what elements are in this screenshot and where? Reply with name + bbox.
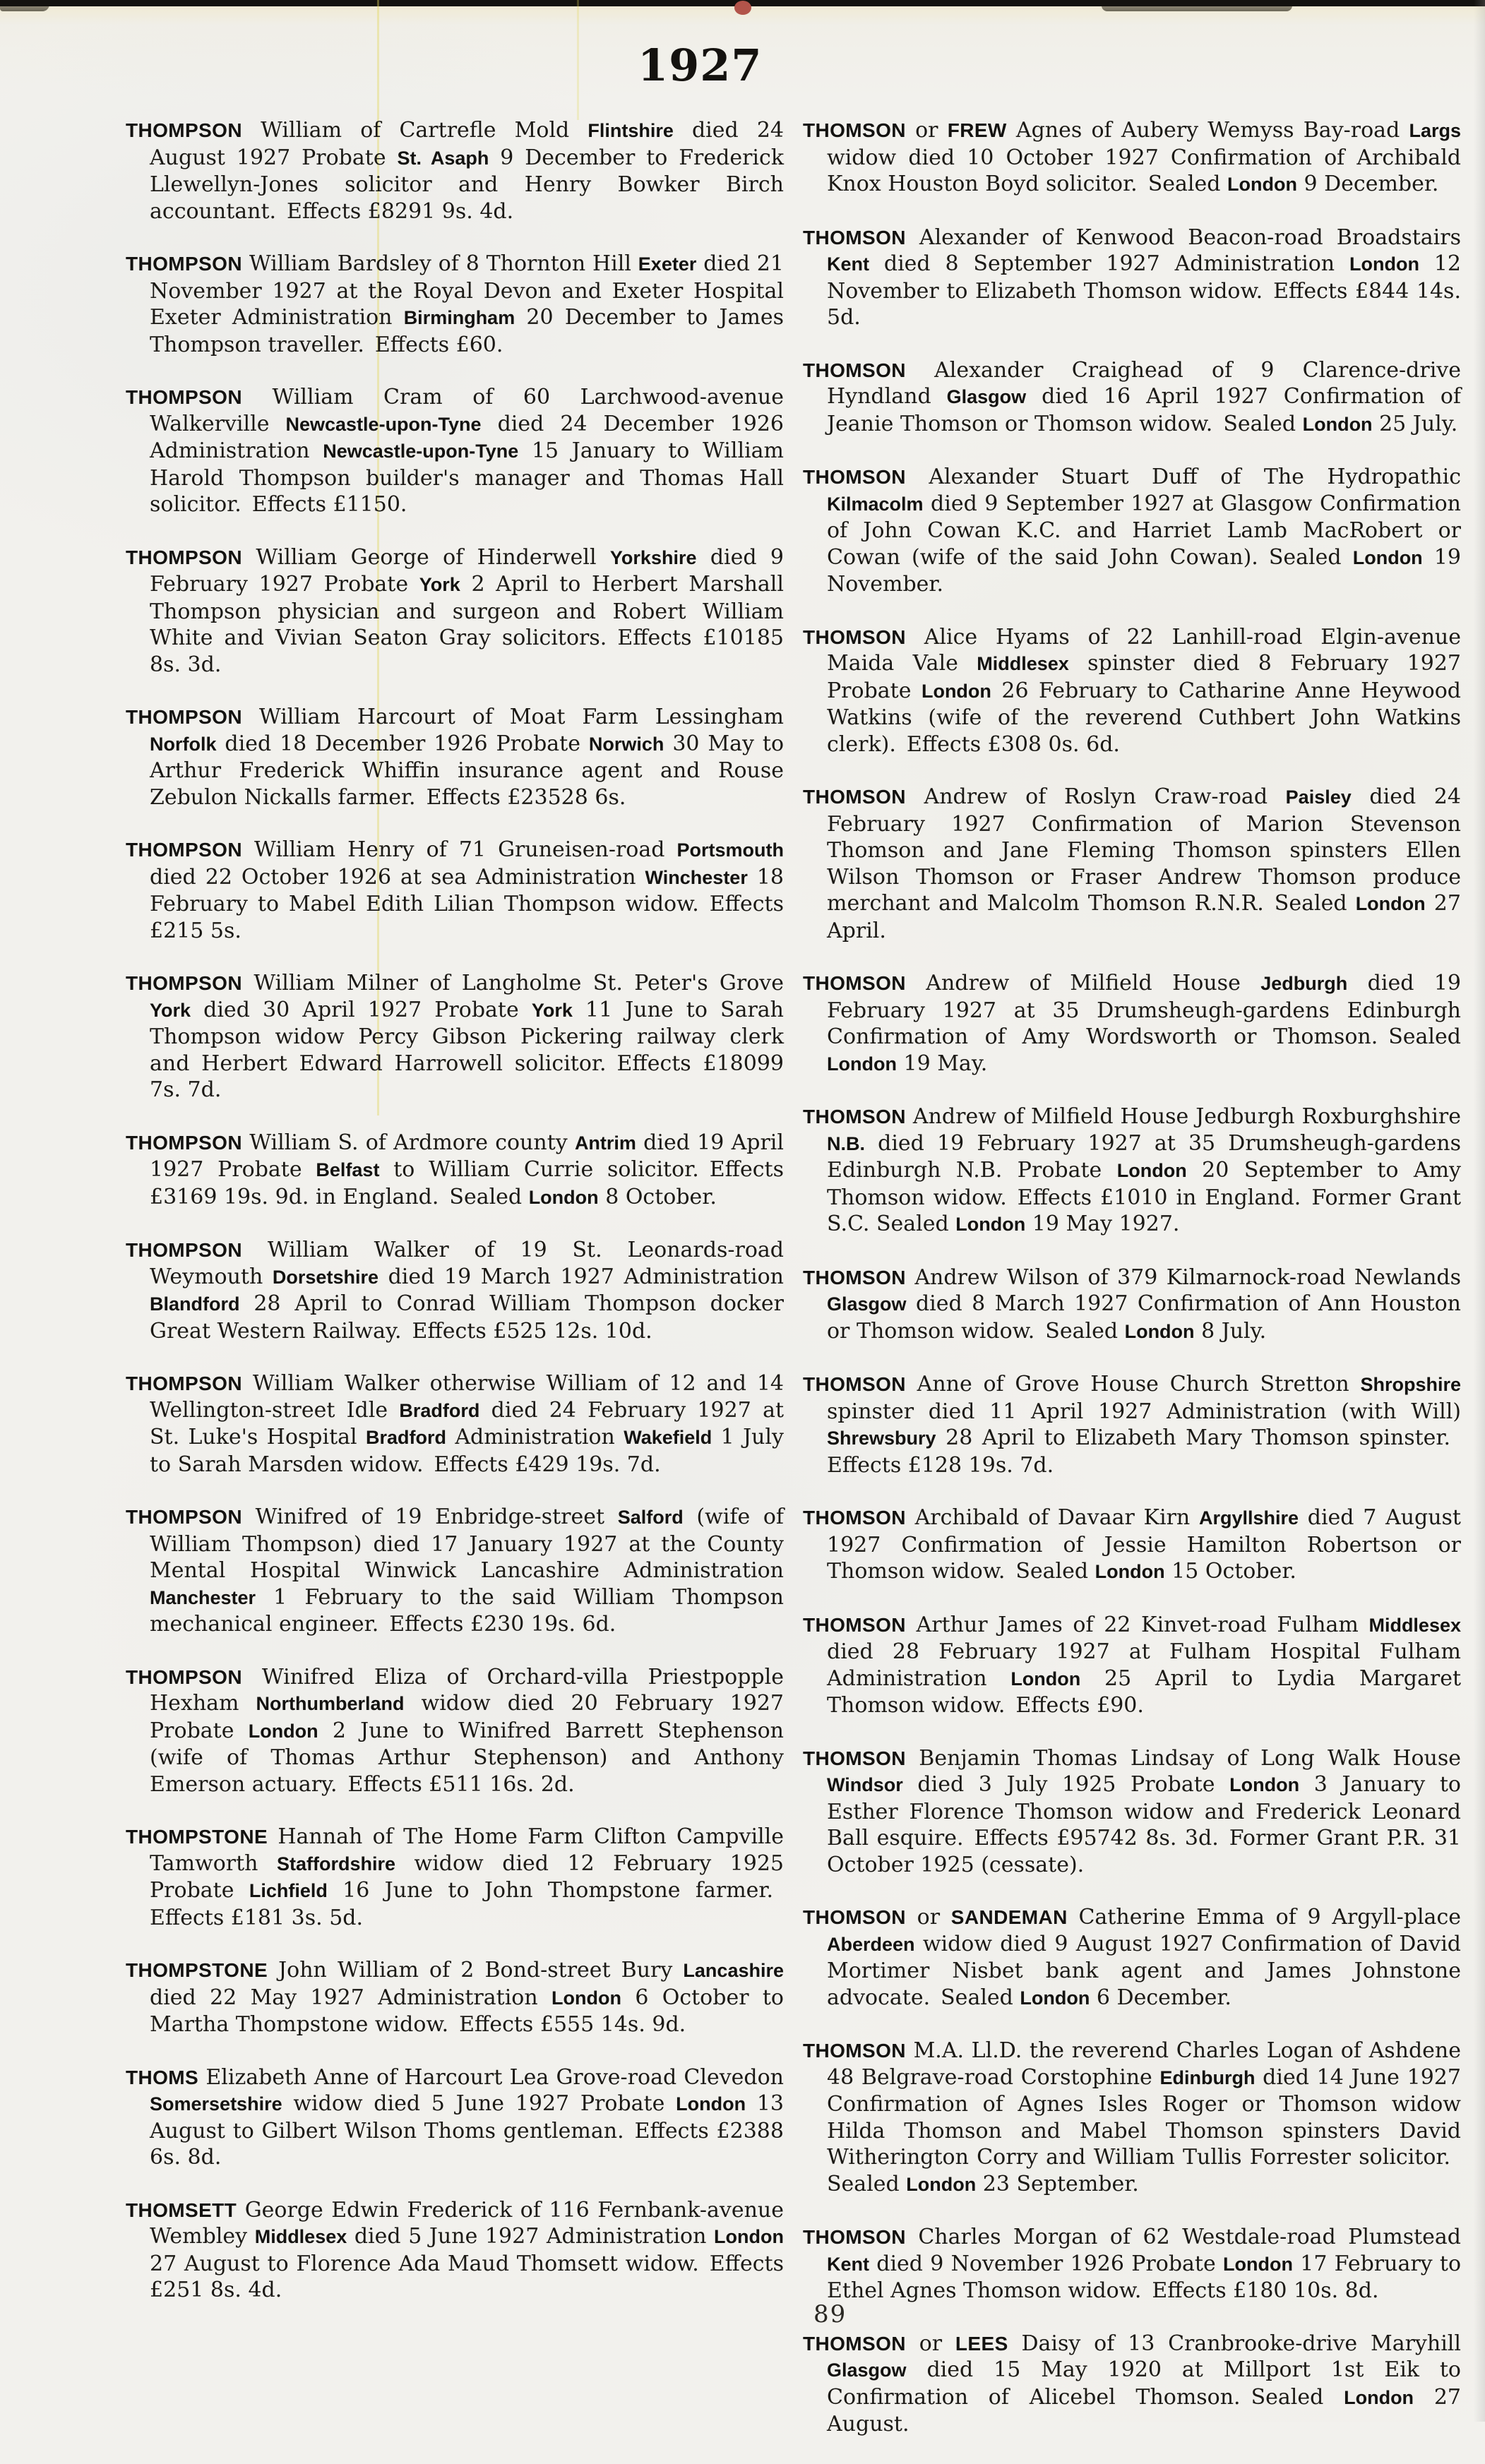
entry-text: Alexander Craighead of 9 Clarence-drive Hyndland: [827, 357, 1461, 409]
entry-surname: THOMSON: [803, 359, 906, 381]
entry-text: 18 February to Mabel Edith Lilian Thompson widow. Effects £215 5s.: [150, 864, 784, 943]
red-ink-dot: [734, 1, 751, 15]
entry-bold-place: Winchester: [645, 866, 748, 888]
scan-right-edge-shadow: [1474, 0, 1485, 2422]
entry-text: William Walker otherwise William of 12 and 14 Wellington-street Idle: [150, 1371, 784, 1423]
entry-surname: THOMSON: [803, 626, 906, 648]
entry-bold-place: London: [248, 1720, 318, 1742]
probate-entry: [126, 1130, 784, 1212]
entry-bold-place: Lancashire: [683, 1960, 784, 1981]
entry-bold-place: Manchester: [150, 1586, 256, 1608]
entry-surname: THOMSON: [803, 119, 906, 141]
entry-text: or: [905, 2331, 955, 2356]
entry-bold-place: York: [531, 999, 573, 1021]
entry-surname: THOMSON: [803, 2040, 906, 2062]
entry-text: 19 May 1927.: [1025, 1212, 1180, 1236]
probate-entry: [803, 1264, 1461, 1346]
entry-text: 27 April.: [827, 891, 1461, 943]
entry-surname: THOMPSON: [126, 1506, 242, 1528]
entry-text: 8 October.: [598, 1184, 717, 1209]
entry-bold-place: Bradford: [399, 1399, 480, 1421]
probate-entry: [126, 1824, 784, 1931]
entry-text: Andrew of Roslyn Craw-road: [905, 784, 1286, 809]
entry-text: John William of 2 Bond-street Bury: [268, 1958, 684, 1982]
entry-text: 27 August.: [827, 2384, 1461, 2436]
entry-text: Andrew Wilson of 379 Kilmarnock-road Newlands: [905, 1264, 1461, 1290]
entry-surname: THOMPSON: [126, 839, 242, 861]
entry-text: died 24 February 1927 Confirmation of Marion Stevenson Thomson and Jane Fleming Thomson spinsters Ellen Wilson Thomson or Fraser Andrew Thomson produce merchant and Malcolm Thomson R.N.R. Sealed: [827, 784, 1461, 916]
entry-text: died 3 July 1925 Probate: [902, 1772, 1230, 1797]
entry-surname: FREW: [947, 119, 1007, 141]
entry-text: died 5 June 1927 Administration: [347, 2224, 715, 2249]
entry-text: died 28 February 1927 at Fulham Hospital Fulham Administration: [827, 1639, 1461, 1691]
entry-surname: THOMPSTONE: [126, 1959, 268, 1981]
entry-bold-place: Shropshire: [1360, 1374, 1461, 1395]
entry-text: 27 August to Florence Ada Maud Thomsett widow. Effects £251 8s. 4d.: [150, 2251, 784, 2302]
entry-text: Hannah of The Home Farm Clifton Campville Tamworth: [150, 1824, 784, 1876]
entry-bold-place: London: [714, 2226, 784, 2247]
entry-text: died 15 May 1920 at Millport 1st Eik to Confirmation of Alicebel Thomson. Sealed: [827, 2357, 1461, 2410]
entry-bold-place: London: [676, 2093, 746, 2115]
probate-entry: [803, 1104, 1461, 1238]
probate-entry: [803, 464, 1461, 598]
entry-text: Andrew of Milfield House Jedburgh Roxburghshire: [905, 1104, 1461, 1129]
entry-bold-place: Exeter: [638, 253, 697, 275]
entry-text: 16 June to John Thompstone farmer. Effects £181 3s. 5d.: [150, 1878, 785, 1930]
entry-bold-place: Somersetshire: [150, 2093, 282, 2115]
entry-surname: THOMPSON: [126, 972, 242, 994]
entry-text: Winifred of 19 Enbridge-street: [241, 1505, 618, 1529]
entry-text: William Walker of 19 St. Leonards-road Weymouth: [150, 1238, 784, 1289]
entry-text: died 19 March 1927 Administration: [378, 1264, 784, 1289]
entry-surname: THOMSON: [803, 1266, 906, 1288]
entry-surname: THOMSON: [803, 786, 906, 808]
entry-bold-place: Flintshire: [588, 120, 674, 141]
entry-bold-place: London: [1302, 413, 1373, 435]
entry-bold-place: Norfolk: [150, 733, 217, 755]
entry-bold-place: Staffordshire: [276, 1853, 396, 1874]
entry-text: 30 May to Arthur Frederick Whiffin insurance agent and Rouse Zebulon Nickalls farmer. Effects £23528 6s.: [150, 731, 785, 810]
entry-bold-place: Yorkshire: [609, 546, 697, 568]
entry-text: Catherine Emma of 9 Argyll-place: [1067, 1905, 1461, 1930]
entry-text: 28 April to Elizabeth Mary Thomson spinster. Effects £128 19s. 7d.: [827, 1425, 1461, 1478]
entry-bold-place: York: [150, 999, 191, 1021]
entry-text: died 22 October 1926 at sea Administration: [150, 864, 645, 890]
entry-text: William S. of Ardmore county: [241, 1130, 575, 1155]
probate-entry: [126, 2197, 784, 2304]
probate-entry: [803, 2224, 1461, 2304]
entry-text: or: [905, 1905, 951, 1930]
entry-text: 19 November.: [827, 544, 1462, 597]
entry-text: died 9 February 1927 Probate: [150, 544, 784, 597]
entry-text: died 24 December 1926 Administration: [150, 411, 785, 463]
entry-text: Elizabeth Anne of Harcourt Lea Grove-road Clevedon: [198, 2064, 784, 2090]
entry-text: widow died 12 February 1925 Probate: [150, 1850, 784, 1903]
entry-text: 13 August to Gilbert Wilson Thoms gentleman. Effects £2388 6s. 8d.: [150, 2091, 784, 2170]
entry-text: 2 June to Winifred Barrett Stephenson (wife of Thomas Arthur Stephenson) and Anthony Emerson actuary. Effects £511 16s. 2d.: [150, 1718, 784, 1797]
entry-bold-place: Portsmouth: [676, 839, 784, 861]
entry-text: Alice Hyams of 22 Lanhill-road Elgin-avenue Maida Vale: [827, 624, 1461, 676]
probate-entry: [126, 704, 784, 811]
probate-entry: [126, 1370, 784, 1478]
entry-text: widow died 5 June 1927 Probate: [282, 2091, 676, 2116]
probate-entry: [126, 1664, 784, 1798]
entry-text: died 9 September 1927 at Glasgow Confirmation of John Cowan K.C. and Harriet Lamb MacRobert or Cowan (wife of the said John Cowan). Sealed: [827, 491, 1461, 570]
entry-bold-place: London: [1227, 174, 1297, 195]
entry-bold-place: Antrim: [574, 1132, 636, 1154]
entry-text: died 18 December 1926 Probate: [216, 731, 589, 756]
entry-surname: THOMSON: [803, 2226, 906, 2248]
entry-text: William Henry of 71 Gruneisen-road: [241, 837, 677, 862]
entry-text: Alexander of Kenwood Beacon-road Broadstairs: [905, 225, 1461, 250]
entry-surname: SANDEMAN: [950, 1906, 1068, 1928]
entry-text: 8 July.: [1194, 1318, 1267, 1344]
entry-text: William George of Hinderwell: [241, 544, 610, 570]
entry-text: widow died 10 October 1927 Confirmation of Archibald Knox Houston Boyd solicitor. Sealed: [827, 145, 1461, 196]
entry-bold-place: Jedburgh: [1260, 973, 1348, 994]
entry-text: 15 January to William Harold Thompson builder's manager and Thomas Hall solicitor. Effects £1150.: [150, 438, 785, 517]
entry-text: Arthur James of 22 Kinvet-road Fulham: [905, 1612, 1369, 1637]
entry-bold-place: London: [1352, 546, 1423, 568]
entry-text: William Bardsley of 8 Thornton Hill: [241, 251, 638, 276]
entry-surname: LEES: [955, 2332, 1008, 2355]
entry-bold-place: Kent: [827, 253, 869, 275]
right-column: [803, 117, 1461, 2464]
entry-text: 9 December.: [1296, 172, 1439, 196]
entry-bold-place: London: [551, 1987, 621, 2009]
probate-entry: [126, 970, 784, 1104]
entry-bold-place: York: [419, 574, 460, 595]
entry-text: William Cram of 60 Larchwood-avenue Walkerville: [150, 385, 784, 436]
entry-surname: THOMSON: [803, 972, 906, 994]
probate-entry: [803, 1505, 1461, 1586]
probate-entry: [803, 1745, 1461, 1879]
entry-surname: THOMSON: [803, 1613, 906, 1636]
entry-bold-place: Largs: [1409, 120, 1461, 141]
entry-text: Agnes of Aubery Wemyss Bay-road: [1006, 118, 1409, 143]
entry-surname: THOMSON: [803, 1906, 906, 1928]
entry-text: died 8 March 1927 Confirmation of Ann Houston or Thomson widow. Sealed: [827, 1291, 1461, 1344]
entry-text: 1 July to Sarah Marsden widow. Effects £429 19s. 7d.: [150, 1425, 784, 1477]
entry-text: 26 February to Catharine Anne Heywood Watkins (wife of the reverend Cuthbert John Watkins clerk). Effects £308 0s. 6d.: [827, 678, 1461, 757]
probate-entry: [126, 1957, 784, 2038]
entry-text: 12 November to Elizabeth Thomson widow. Effects £844 14s. 5d.: [827, 251, 1461, 330]
entry-surname: THOMSON: [803, 226, 906, 249]
entry-text: William of Cartrefle Mold: [241, 118, 588, 143]
entry-bold-place: Windsor: [827, 1774, 903, 1795]
probate-entry: [803, 1371, 1461, 1478]
probate-entry: [126, 837, 784, 944]
entry-text: 11 June to Sarah Thompson widow Percy Gibson Pickering railway clerk and Herbert Edward Harrowell solicitor. Effects £18099 7s. 7d.: [150, 997, 784, 1102]
entry-bold-place: Kent: [827, 2253, 869, 2275]
entry-bold-place: London: [1010, 1668, 1081, 1689]
entry-text: (wife of William Thompson) died 17 January 1927 at the County Mental Hospital Winwick Lancashire Administration: [150, 1505, 784, 1583]
entry-bold-place: Salford: [617, 1507, 684, 1528]
entry-bold-place: Northumberland: [256, 1693, 405, 1714]
entry-bold-place: Aberdeen: [827, 1933, 915, 1955]
entry-bold-place: Belfast: [316, 1159, 380, 1180]
entry-bold-place: Glasgow: [946, 386, 1027, 407]
entry-bold-place: London: [827, 1053, 897, 1075]
entry-surname: THOMSON: [803, 1507, 906, 1529]
entry-text: Administration: [446, 1425, 624, 1449]
entry-text: Charles Morgan of 62 Westdale-road Plumstead: [905, 2225, 1461, 2249]
probate-entry: [126, 251, 784, 358]
probate-entry: [803, 357, 1461, 438]
year-header: 1927: [638, 40, 763, 91]
probate-entry: [126, 544, 784, 678]
entry-text: Archibald of Davaar Kirn: [905, 1505, 1199, 1530]
entry-text: died 30 April 1927 Probate: [191, 997, 532, 1022]
entry-text: M.A. Ll.D. the reverend Charles Logan of Ashdene 48 Belgrave-road Corstophine: [827, 2038, 1461, 2090]
entry-text: spinster died 8 February 1927 Probate: [827, 651, 1461, 703]
entry-text: 2 April to Herbert Marshall Thompson physician and surgeon and Robert William White and Vivian Seaton Gray solicitors. Effects £10185 8s. 3d.: [150, 572, 784, 677]
entry-text: 25 July.: [1372, 411, 1458, 436]
entry-bold-place: Wakefield: [624, 1427, 712, 1448]
entry-text: died 21 November 1927 at the Royal Devon and Exeter Hospital Exeter Administration: [150, 251, 784, 330]
probate-entry: [803, 2038, 1461, 2198]
entry-surname: THOMPSON: [126, 386, 242, 408]
entry-text: George Edwin Frederick of 116 Fernbank-avenue Wembley: [150, 2197, 784, 2249]
entry-bold-place: London: [955, 1214, 1026, 1235]
entry-bold-place: Kilmacolm: [827, 493, 924, 515]
entry-surname: THOMPSON: [126, 119, 242, 141]
entry-bold-place: Middlesex: [254, 2226, 347, 2247]
entry-text: Andrew of Milfield House: [905, 971, 1261, 995]
entry-surname: THOMSON: [803, 2332, 906, 2355]
entry-bold-place: London: [921, 680, 991, 702]
left-column: [126, 117, 784, 2330]
entry-text: 19 May.: [896, 1051, 988, 1076]
entry-bold-place: Dorsetshire: [272, 1266, 378, 1288]
page-number: 89: [813, 2300, 847, 2328]
entry-bold-place: London: [1349, 253, 1419, 275]
probate-entry: [803, 624, 1461, 758]
entry-bold-place: Edinburgh: [1159, 2067, 1256, 2088]
probate-entry: [803, 970, 1461, 1077]
entry-text: or: [905, 118, 948, 143]
entry-text: William Harcourt of Moat Farm Lessingham: [241, 705, 784, 729]
entry-bold-place: Shrewsbury: [827, 1428, 936, 1449]
probate-entry: [803, 225, 1461, 331]
entry-text: Winifred Eliza of Orchard-villa Priestpopple Hexham: [150, 1664, 784, 1716]
entry-bold-place: Norwich: [588, 733, 664, 755]
probate-entry: [803, 117, 1461, 198]
entry-text: 6 October to Martha Thompstone widow. Effects £555 14s. 9d.: [150, 1985, 784, 2037]
entry-bold-place: London: [1344, 2386, 1414, 2408]
entry-bold-place: London: [1124, 1320, 1195, 1342]
entry-bold-place: London: [1020, 1987, 1090, 2009]
entry-text: 17 February to Ethel Agnes Thomson widow. Effects £180 10s. 8d.: [827, 2251, 1462, 2303]
entry-bold-place: London: [1223, 2253, 1293, 2275]
entry-bold-place: London: [1229, 1774, 1300, 1795]
entry-text: to William Currie solicitor. Effects £3169 19s. 9d. in England. Sealed: [150, 1157, 784, 1209]
entry-bold-place: Lichfield: [249, 1880, 328, 1901]
entry-surname: THOMSON: [803, 466, 906, 488]
entry-surname: THOMPSON: [126, 1239, 242, 1261]
entry-bold-place: Glasgow: [827, 2360, 907, 2381]
entry-text: 20 December to James Thompson traveller. Effects £60.: [150, 305, 784, 357]
entry-text: 25 April to Lydia Margaret Thomson widow. Effects £90.: [827, 1665, 1461, 1718]
entry-text: 9 December to Frederick Llewellyn-Jones solicitor and Henry Bowker Birch accountant. Effects £8291 9s. 4d.: [150, 145, 784, 224]
entry-text: 20 September to Amy Thomson widow. Effects £1010 in England. Former Grant S.C. Sealed: [827, 1158, 1461, 1236]
entry-text: died 22 May 1927 Administration: [150, 1985, 552, 2010]
entry-text: died 19 April 1927 Probate: [150, 1130, 784, 1182]
entry-bold-place: Birmingham: [403, 307, 515, 328]
entry-surname: THOMPSON: [126, 546, 242, 568]
entry-surname: THOMPSON: [126, 1131, 242, 1154]
entry-bold-place: N.B.: [827, 1132, 865, 1154]
entry-bold-place: Bradford: [365, 1427, 446, 1448]
entry-surname: THOMSON: [803, 1747, 906, 1769]
entry-bold-place: Newcastle-upon-Tyne: [323, 441, 519, 462]
entry-bold-place: Middlesex: [977, 653, 1069, 674]
entry-text: died 19 February 1927 at 35 Drumsheugh-gardens Edinburgh N.B. Probate: [827, 1130, 1461, 1183]
entry-text: 6 December.: [1090, 1985, 1231, 2010]
entry-text: died 16 April 1927 Confirmation of Jeanie Thomson or Thomson widow. Sealed: [827, 384, 1461, 436]
entry-text: died 19 February 1927 at 35 Drumsheugh-gardens Edinburgh Confirmation of Amy Wordsworth or Thomson. Sealed: [827, 971, 1461, 1049]
entry-text: Alexander Stuart Duff of The Hydropathic: [905, 465, 1461, 489]
entry-text: died 24 August 1927 Probate: [150, 118, 784, 170]
entry-bold-place: London: [1355, 893, 1426, 914]
entry-bold-place: London: [1095, 1561, 1165, 1582]
probate-entry: [803, 1904, 1461, 2011]
entry-bold-place: St. Asaph: [397, 147, 489, 169]
entry-bold-place: Paisley: [1285, 787, 1352, 808]
entry-text: 15 October.: [1164, 1559, 1296, 1584]
entry-text: widow died 20 February 1927 Probate: [150, 1691, 784, 1743]
paper-fold-line-top: [577, 0, 579, 120]
entry-text: 23 September.: [976, 2171, 1139, 2196]
entry-text: Benjamin Thomas Lindsay of Long Walk House: [905, 1745, 1461, 1771]
entry-bold-place: London: [906, 2173, 977, 2195]
entry-text: 1 February to the said William Thompson mechanical engineer. Effects £230 19s. 6d.: [150, 1584, 784, 1637]
probate-entry: [126, 117, 784, 225]
entry-surname: THOMPSTONE: [126, 1826, 268, 1848]
entry-bold-place: Newcastle-upon-Tyne: [285, 413, 482, 435]
entry-text: spinster died 11 April 1927 Administration (with Will): [827, 1399, 1461, 1424]
entry-text: died 9 November 1926 Probate: [869, 2251, 1223, 2276]
entry-text: 28 April to Conrad William Thompson docker Great Western Railway. Effects £525 12s. 10d.: [150, 1291, 784, 1344]
entry-text: William Milner of Langholme St. Peter's Grove: [241, 971, 784, 995]
entry-surname: THOMS: [126, 2066, 199, 2088]
entry-bold-place: Argyllshire: [1198, 1507, 1299, 1529]
entry-text: died 24 February 1927 at St. Luke's Hospital: [150, 1397, 785, 1449]
probate-entry: [126, 1237, 784, 1344]
entry-text: Anne of Grove House Church Stretton: [905, 1372, 1361, 1397]
entry-surname: THOMSETT: [126, 2199, 237, 2221]
entry-bold-place: Glasgow: [827, 1293, 907, 1315]
probate-entry: [803, 784, 1461, 944]
probate-entry: [803, 1612, 1461, 1719]
entry-text: died 7 August 1927 Confirmation of Jessie Hamilton Robertson or Thomson widow. Sealed: [827, 1505, 1461, 1584]
entry-bold-place: London: [528, 1186, 599, 1208]
entry-text: 3 January to Esther Florence Thomson widow and Frederick Leonard Ball esquire. Effects £95742 8s. 3d. Former Grant P.R. 31 October 1925 (cessate).: [827, 1772, 1461, 1877]
probate-entry: [126, 2064, 784, 2171]
entry-bold-place: Blandford: [150, 1293, 240, 1315]
entry-surname: THOMPSON: [126, 1665, 242, 1688]
entry-text: Daisy of 13 Cranbrooke-drive Maryhill: [1008, 2331, 1461, 2356]
probate-entry: [126, 1504, 784, 1638]
probate-entry: [126, 384, 784, 518]
entry-surname: THOMPSON: [126, 253, 242, 275]
entry-bold-place: Middlesex: [1368, 1614, 1461, 1636]
entry-text: widow died 9 August 1927 Confirmation of David Mortimer Nisbet bank agent and James Johnstone advocate. Sealed: [827, 1931, 1461, 2010]
entry-bold-place: London: [1116, 1160, 1187, 1181]
entry-text: died 14 June 1927 Confirmation of Agnes Isles Roger or Thomson widow Hilda Thomson and Mabel Thomson spinsters David Witherington Corry and William Tullis Forrester solicitor. Sealed: [827, 2064, 1461, 2196]
entry-surname: THOMSON: [803, 1373, 906, 1395]
entry-surname: THOMSON: [803, 1106, 906, 1128]
entry-surname: THOMPSON: [126, 706, 242, 728]
entry-surname: THOMPSON: [126, 1372, 242, 1394]
entry-text: died 8 September 1927 Administration: [869, 251, 1349, 276]
